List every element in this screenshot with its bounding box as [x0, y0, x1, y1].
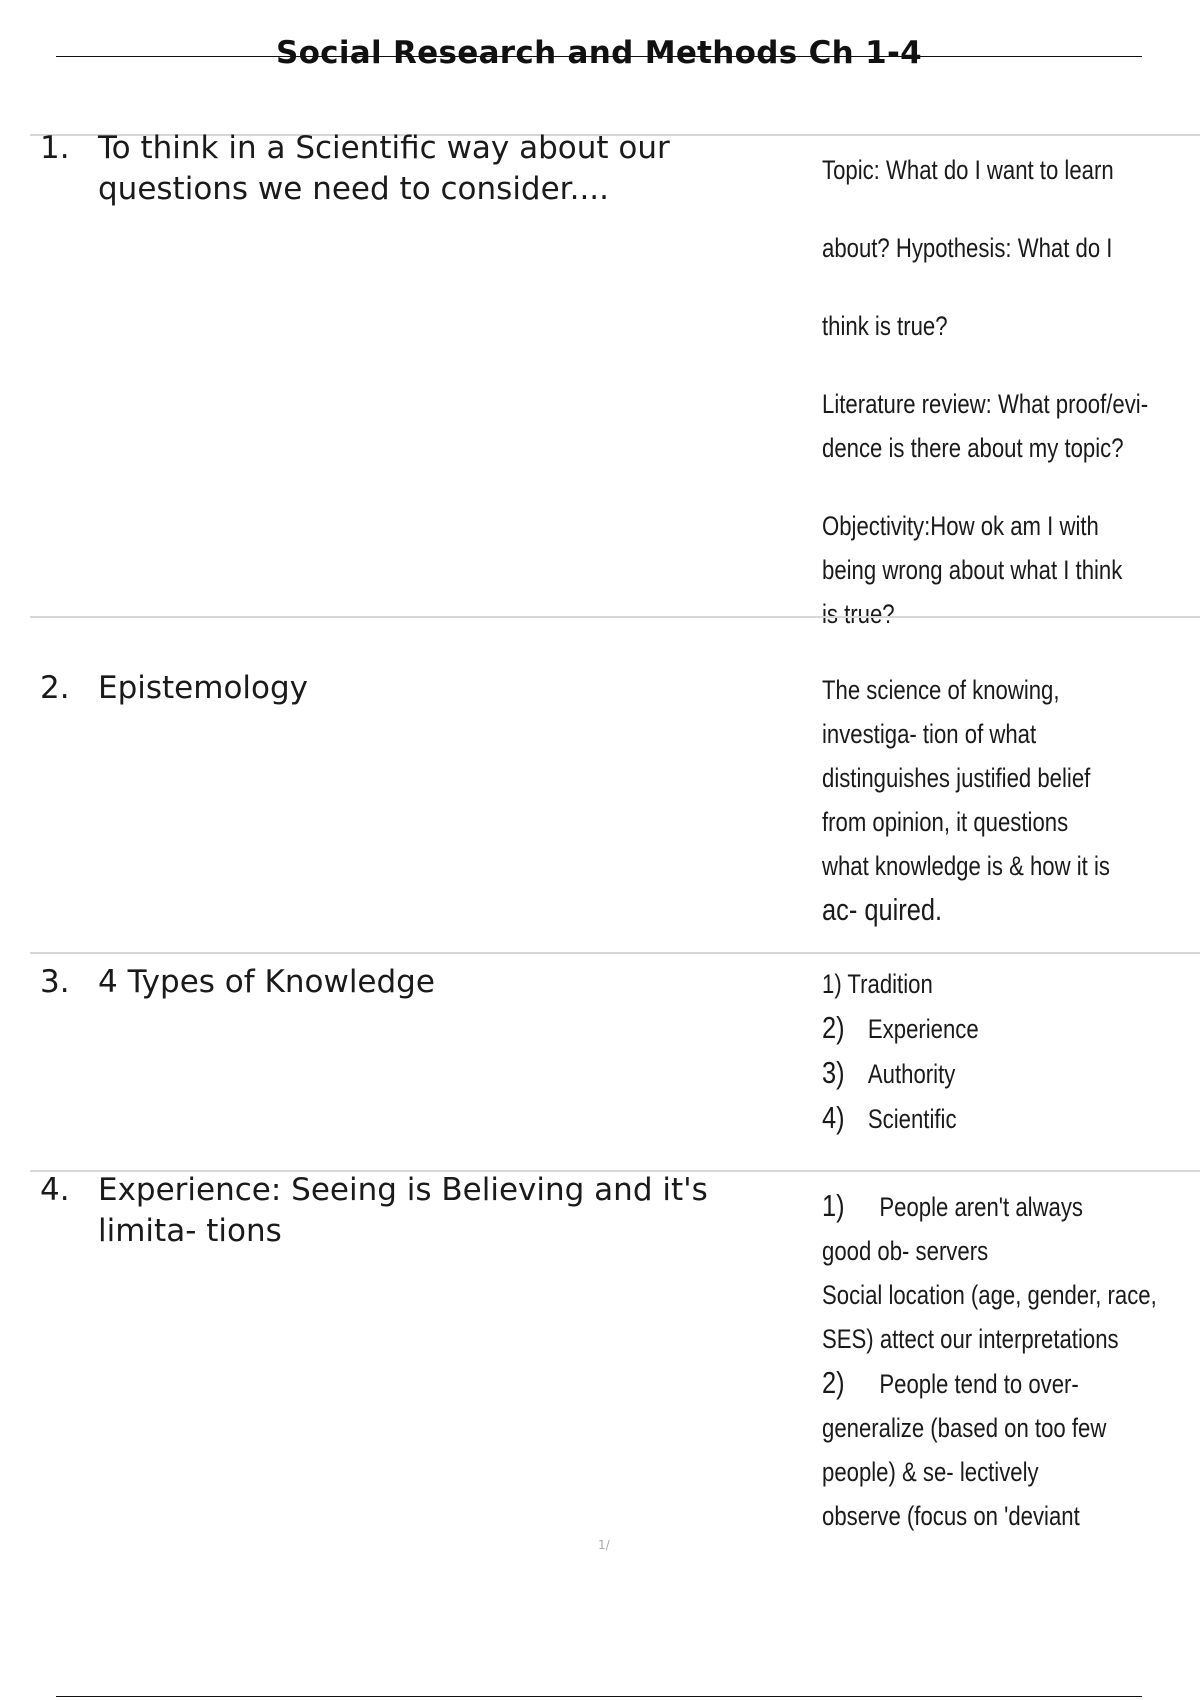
card-number: 2. [40, 670, 70, 706]
definition-line: 1) Tradition [822, 969, 933, 999]
definition-line: people) & se- lectively [822, 1457, 1039, 1487]
definition-line: People aren't always [879, 1192, 1084, 1222]
definition-line: being wrong about what I think [822, 555, 1123, 585]
row-divider [30, 616, 1200, 618]
card-term-text: Epistemology [98, 670, 309, 706]
definition-line: distinguishes justified belief [822, 763, 1091, 793]
list-marker: 2) [822, 1365, 845, 1400]
definition-line: investiga- tion of what [822, 719, 1037, 749]
definition-line: from opinion, it questions [822, 807, 1069, 837]
card-term-text: Experience: Seeing is Believing and it's limita- tions [98, 1172, 708, 1249]
card-definition [822, 148, 1149, 636]
definition-line: ac- quired. [822, 892, 943, 927]
definition-line: Social location (age, gender, race, [822, 1280, 1157, 1310]
row-divider [30, 952, 1200, 954]
card-definition [822, 962, 1130, 1141]
definition-line: dence is there about my topic? [822, 433, 1124, 463]
definition-line: SES) attect our interpretations [822, 1324, 1119, 1354]
definition-line: observe (focus on 'deviant [822, 1501, 1080, 1531]
list-item [822, 1006, 1130, 1051]
list-item [822, 1184, 1130, 1229]
definition-line: Objectivity:How ok am I with [822, 511, 1099, 541]
card-definition [822, 1184, 1157, 1538]
card-term [40, 668, 740, 709]
definition-line: Experience [867, 1014, 979, 1044]
definition-line: what knowledge is & how it is [822, 851, 1110, 881]
list-marker: 2) [822, 1010, 845, 1045]
card-term-text: 4 Types of Knowledge [98, 964, 435, 1000]
card-number: 1. [40, 130, 70, 166]
list-marker: 1) [822, 1188, 845, 1223]
card-term [40, 962, 740, 1003]
page-number: 1/ [598, 1538, 610, 1552]
card-term [40, 128, 740, 210]
card-number: 4. [40, 1172, 70, 1208]
definition-line: Authority [867, 1059, 956, 1089]
definition-line: think is true? [822, 311, 948, 341]
list-item [822, 1051, 1130, 1096]
footer-rule [56, 1696, 1142, 1697]
definition-line: good ob- servers [822, 1236, 989, 1266]
definition-line: Topic: What do I want to learn [822, 155, 1114, 185]
card-definition [822, 668, 1130, 932]
list-item [822, 1361, 1130, 1406]
definition-line: about? Hypothesis: What do I [822, 233, 1113, 263]
definition-line: Literature review: What proof/evi- [822, 389, 1149, 419]
card-term [40, 1170, 740, 1252]
definition-line: Scientific [867, 1104, 957, 1134]
document-title: Social Research and Methods Ch 1-4 [275, 35, 923, 71]
definition-line: The science of knowing, [822, 675, 1060, 705]
definition-line: generalize (based on too few [822, 1413, 1107, 1443]
card-number: 3. [40, 964, 70, 1000]
card-term-text: To think in a Scientific way about our questions we need to consider.... [98, 130, 670, 207]
definition-line: People tend to over- [879, 1369, 1079, 1399]
list-marker: 3) [822, 1055, 845, 1090]
list-item [822, 1096, 1130, 1141]
list-marker: 4) [822, 1100, 845, 1135]
definition-line: is true? [822, 599, 895, 629]
